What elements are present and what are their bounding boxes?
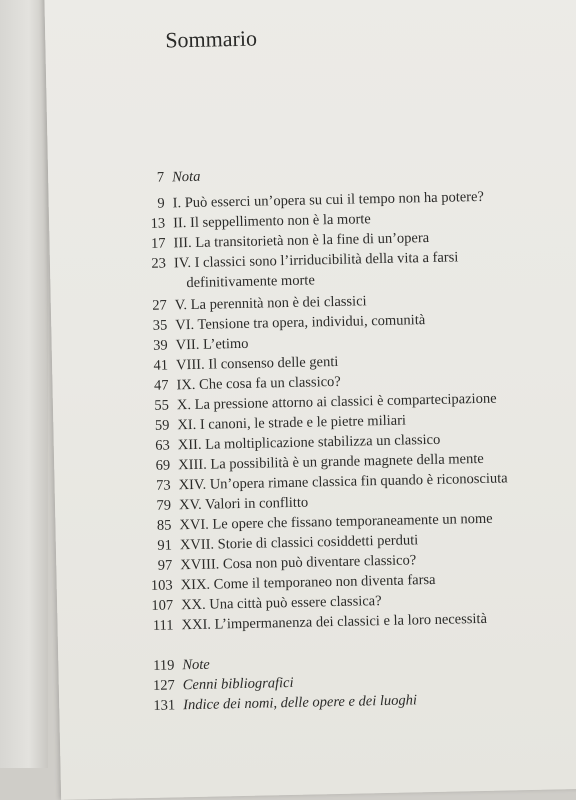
toc-entry-title: Note xyxy=(182,656,210,674)
toc-entry-title: XIV. Un’opera rimane classica fin quando è riconosciuta xyxy=(178,470,508,494)
facing-page-edge xyxy=(0,0,48,768)
toc-entry-title: IV. I classici sono l’irriducibilità della vita a farsi xyxy=(173,249,459,272)
toc-entry-title: XI. I canoni, le strade e le pietre miliari xyxy=(177,412,407,434)
toc-entry-title: XIX. Come il temporaneo non diventa farsa xyxy=(180,571,436,594)
toc-page-number: 17 xyxy=(150,235,166,252)
toc-entry-title: I. Può esserci un’opera su cui il tempo non ha potere? xyxy=(172,188,485,212)
toc-entry-title: XVI. Le opere che fissano temporaneamente un nome xyxy=(179,510,493,534)
toc-page-number: 47 xyxy=(153,377,169,394)
toc-entry-title: III. La transitorietà non è la fine di un’opera xyxy=(173,229,430,252)
toc-entry-title: II. Il seppellimento non è la morte xyxy=(172,211,371,232)
toc-page-number: 119 xyxy=(153,657,175,674)
toc-page-number: 131 xyxy=(153,697,176,714)
toc-page-number: 59 xyxy=(154,417,170,434)
toc-page-number: 97 xyxy=(157,557,173,574)
toc-page-number: 103 xyxy=(150,577,173,594)
toc-page-number: 9 xyxy=(157,195,165,212)
toc-entry-title: XIII. La possibilità è un grande magnete della mente xyxy=(178,450,484,474)
toc-page-number: 55 xyxy=(154,397,170,414)
toc-page-number: 27 xyxy=(152,297,168,314)
toc-page-number: 63 xyxy=(155,437,170,454)
toc-page-number: 73 xyxy=(155,477,171,494)
toc-entry-title: definitivamente morte xyxy=(186,272,315,292)
toc-page-number: 23 xyxy=(151,255,167,272)
toc-entry-title: V. La perennità non è dei classici xyxy=(174,293,367,314)
book-page xyxy=(44,0,576,800)
toc-page-number: 107 xyxy=(151,597,174,614)
toc-page-number: 91 xyxy=(157,537,173,554)
toc-page-number: 39 xyxy=(153,337,168,354)
toc-entry-title: IX. Che cosa fa un classico? xyxy=(176,373,341,394)
toc-page-number: 41 xyxy=(153,357,169,374)
toc-entry-title: XX. Una città può essere classica? xyxy=(180,593,382,614)
toc-entry-title: Indice dei nomi, delle opere e dei luoghi xyxy=(183,692,418,714)
toc-entry-title: XVII. Storie di classici cosiddetti perduti xyxy=(179,532,419,554)
toc-entry-title: XVIII. Cosa non può diventare classico? xyxy=(180,552,417,574)
toc-entry-title: VII. L’etimo xyxy=(175,335,249,354)
toc-entry xyxy=(48,161,568,192)
toc-page-number xyxy=(106,276,166,277)
toc-page-number: 13 xyxy=(150,215,166,232)
toc-page-number: 35 xyxy=(152,317,168,334)
page-title: Sommario xyxy=(165,25,258,53)
toc-page-number: 127 xyxy=(152,677,175,694)
toc-page-number: 85 xyxy=(156,517,172,534)
toc-page-number: 111 xyxy=(152,617,174,634)
toc-page-number: 7 xyxy=(156,169,165,186)
toc-page-number: 69 xyxy=(155,457,171,474)
toc-entry-title: Nota xyxy=(171,168,201,186)
toc-entry-title: Cenni bibliografici xyxy=(182,674,294,694)
toc-entry-title: X. La pressione attorno ai classici è compartecipazione xyxy=(176,390,497,414)
toc-entry-title: XII. La moltiplicazione stabilizza un classico xyxy=(177,431,441,454)
toc-entry-title: XV. Valori in conflitto xyxy=(178,494,309,514)
toc-page-number: 79 xyxy=(156,497,172,514)
toc-entry-title: XXI. L’impermanenza dei classici e la loro necessità xyxy=(181,610,488,634)
toc-entry-title: VI. Tensione tra opera, individui, comunità xyxy=(175,312,426,334)
toc-entry-title: VIII. Il consenso delle genti xyxy=(175,353,339,374)
